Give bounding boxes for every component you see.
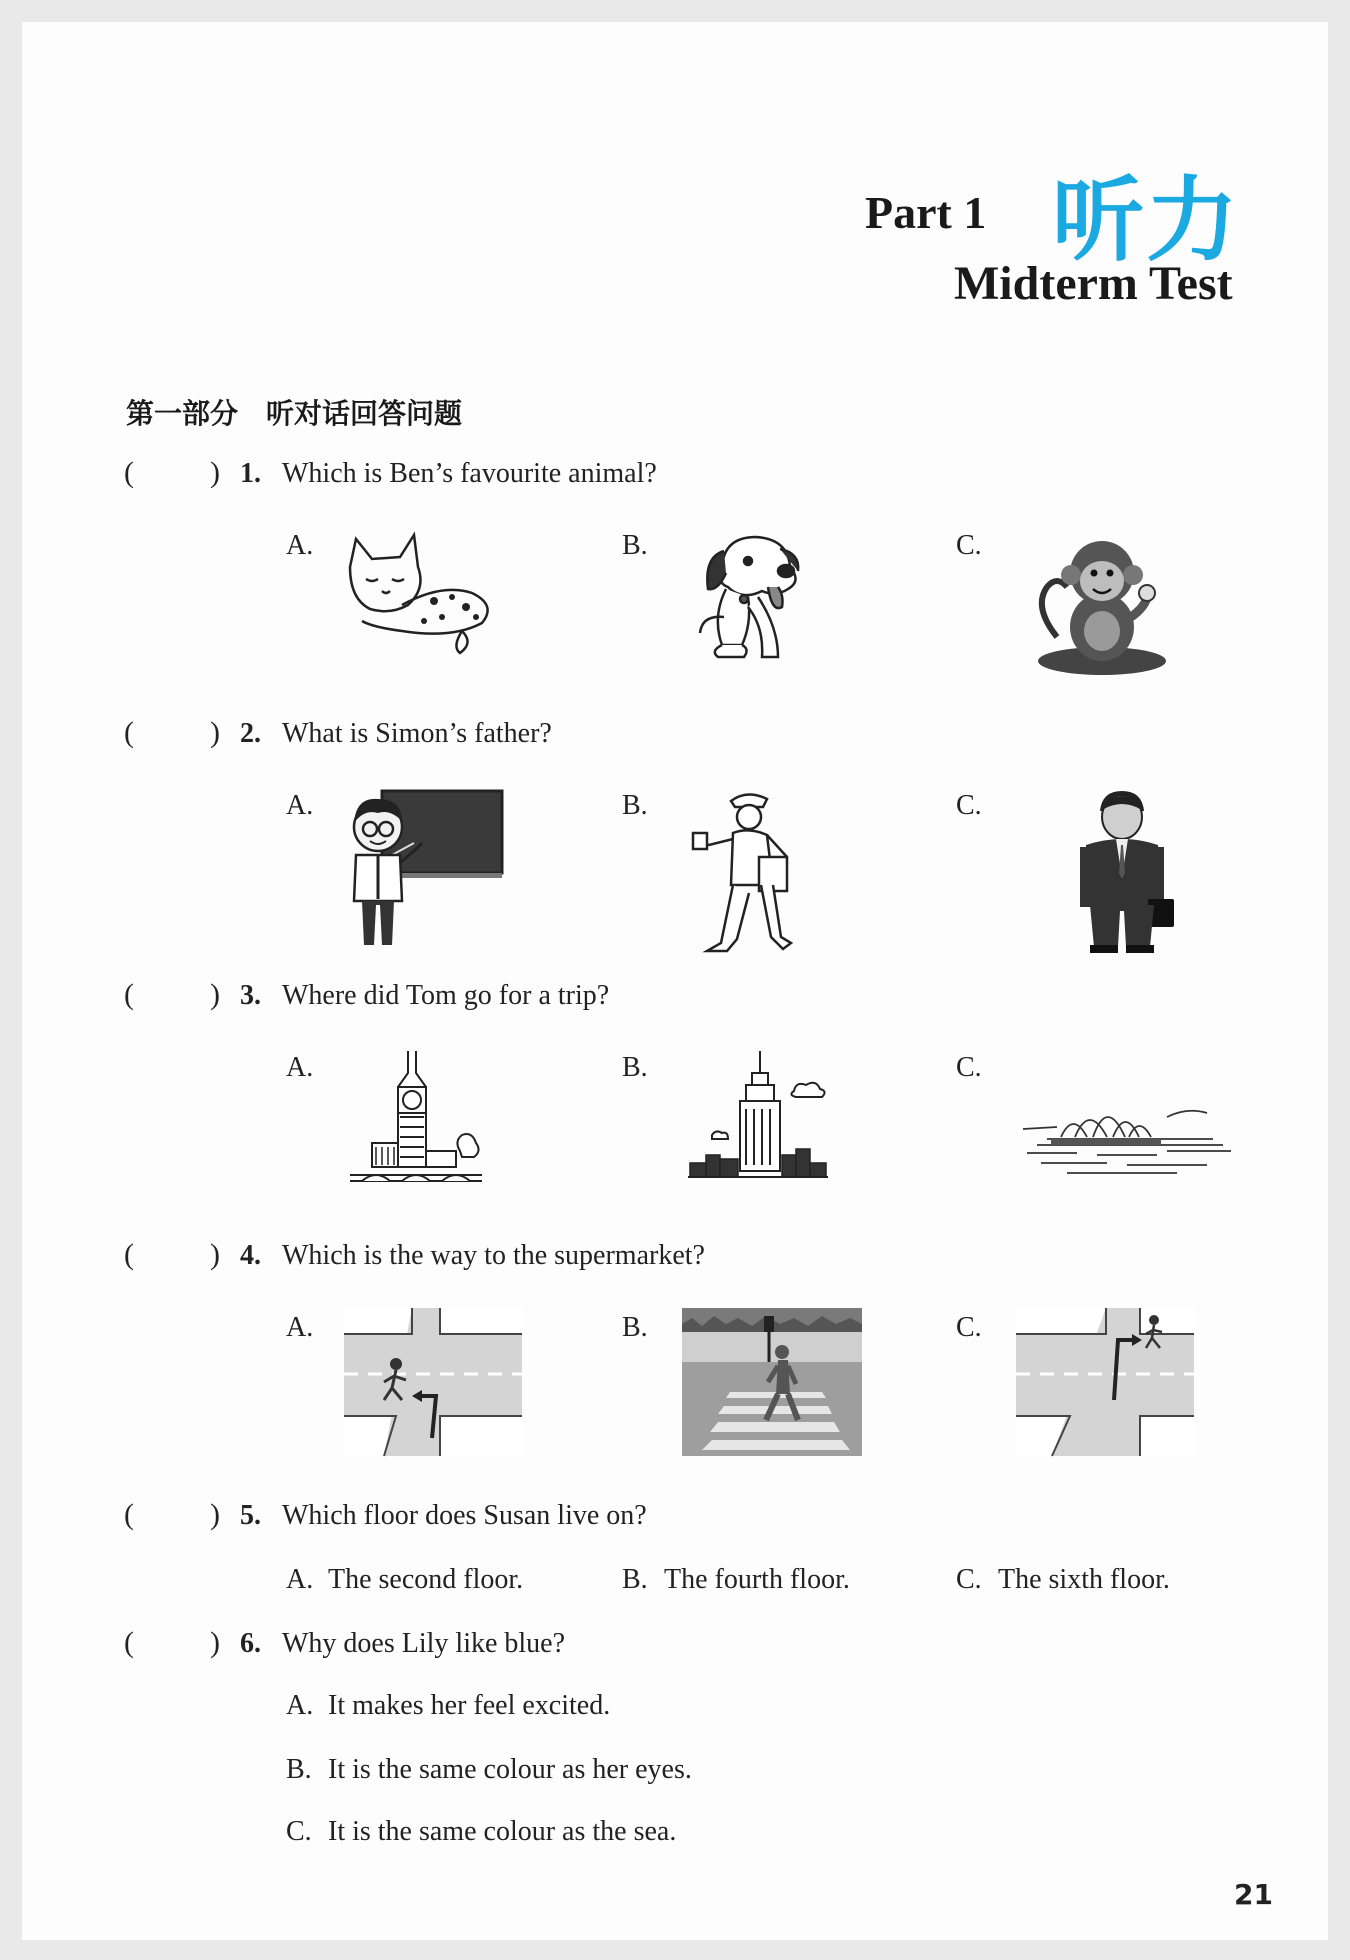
answer-paren-open: (	[124, 978, 134, 1011]
test-title: Midterm Test	[954, 257, 1233, 310]
option-letter: C.	[956, 790, 982, 821]
answer-blank[interactable]	[132, 1236, 212, 1274]
option-letter: A.	[286, 1564, 314, 1595]
option-letter: A.	[286, 790, 314, 821]
option-letter: A.	[286, 1690, 314, 1721]
answer-paren-open: (	[124, 1498, 134, 1531]
option-letter: B.	[622, 1312, 648, 1343]
option-letter: B.	[622, 530, 648, 561]
option-letter: A.	[286, 1312, 314, 1343]
question-text: Which floor does Susan live on?	[282, 1500, 647, 1531]
sydney-opera-house-icon	[1017, 1077, 1242, 1187]
question-text: Which is the way to the supermarket?	[282, 1240, 705, 1271]
option-letter: A.	[286, 1052, 314, 1083]
question-number: 4.	[240, 1240, 261, 1271]
teacher-icon	[342, 787, 507, 952]
businessman-icon	[1072, 787, 1172, 957]
question-text: Where did Tom go for a trip?	[282, 980, 610, 1011]
answer-paren-open: (	[124, 456, 134, 489]
option-text: It makes her feel excited.	[328, 1690, 611, 1721]
question-text: Why does Lily like blue?	[282, 1628, 566, 1659]
question-number: 2.	[240, 718, 261, 749]
option-letter: B.	[622, 1564, 648, 1595]
question-number: 1.	[240, 458, 261, 489]
big-ben-icon	[342, 1047, 492, 1197]
page-number: 21	[1234, 1878, 1273, 1911]
option-letter: C.	[956, 1564, 982, 1595]
answer-paren-close: )	[210, 1626, 220, 1659]
answer-blank[interactable]	[132, 454, 212, 492]
worksheet-page	[22, 22, 1328, 1940]
dog-icon	[682, 527, 822, 667]
answer-paren-open: (	[124, 1626, 134, 1659]
cat-sleeping-icon	[342, 527, 502, 657]
question-text: Which is Ben’s favourite animal?	[282, 458, 657, 489]
option-text: The sixth floor.	[998, 1564, 1170, 1595]
empire-state-icon	[682, 1047, 832, 1197]
question-number: 6.	[240, 1628, 261, 1659]
question-number: 5.	[240, 1500, 261, 1531]
option-text: The fourth floor.	[664, 1564, 850, 1595]
option-letter: B.	[622, 790, 648, 821]
answer-blank[interactable]	[132, 1496, 212, 1534]
option-letter: B.	[622, 1052, 648, 1083]
crosswalk-icon	[682, 1308, 862, 1456]
answer-paren-close: )	[210, 716, 220, 749]
answer-paren-close: )	[210, 456, 220, 489]
option-letter: B.	[286, 1754, 312, 1785]
answer-blank[interactable]	[132, 714, 212, 752]
answer-paren-close: )	[210, 1498, 220, 1531]
postman-icon	[687, 787, 817, 957]
option-text: The second floor.	[328, 1564, 524, 1595]
answer-blank[interactable]	[132, 1624, 212, 1662]
part-label: Part 1	[865, 187, 987, 238]
question-text: What is Simon’s father?	[282, 718, 552, 749]
crossroad-right-turn-icon	[1016, 1308, 1194, 1456]
answer-blank[interactable]	[132, 976, 212, 1014]
option-text: It is the same colour as her eyes.	[328, 1754, 692, 1785]
option-letter: A.	[286, 530, 314, 561]
answer-paren-open: (	[124, 1238, 134, 1271]
answer-paren-close: )	[210, 978, 220, 1011]
monkey-icon	[1027, 527, 1177, 677]
option-letter: C.	[286, 1816, 312, 1847]
section-title: 听力	[1052, 167, 1241, 274]
option-text: It is the same colour as the sea.	[328, 1816, 677, 1847]
answer-paren-close: )	[210, 1238, 220, 1271]
question-number: 3.	[240, 980, 261, 1011]
crossroad-left-turn-icon	[344, 1308, 522, 1456]
option-letter: C.	[956, 530, 982, 561]
section-heading: 第一部分 听对话回答问题	[126, 397, 463, 430]
answer-paren-open: (	[124, 716, 134, 749]
option-letter: C.	[956, 1312, 982, 1343]
option-letter: C.	[956, 1052, 982, 1083]
